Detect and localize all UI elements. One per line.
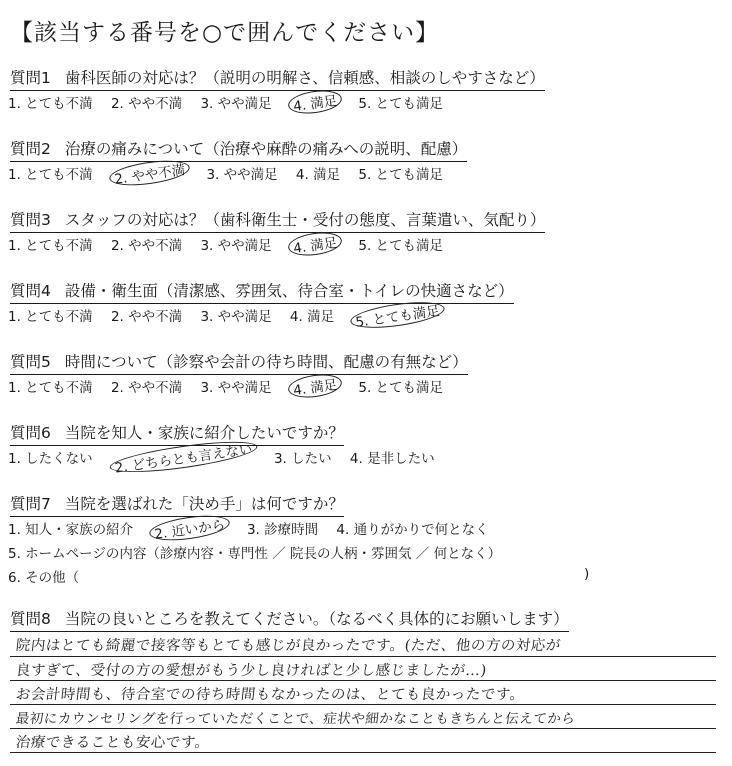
answer-line xyxy=(10,728,716,729)
option-4-selected[interactable]: 4. 満足 xyxy=(290,94,340,112)
question-1-heading xyxy=(10,66,545,91)
option-2-selected[interactable]: 2. やや不満 xyxy=(111,165,188,183)
question-6-heading xyxy=(10,421,344,446)
option-3[interactable]: 3. やや満足 xyxy=(200,380,272,396)
question-number: 質問4 xyxy=(10,282,51,300)
option-1[interactable]: 1. とても不満 xyxy=(8,96,93,112)
question-8-heading xyxy=(10,607,569,632)
option-1[interactable]: 1. 知人・家族の紹介 xyxy=(8,522,134,538)
question-7-options-row-2 xyxy=(8,542,515,562)
option-2-selected[interactable]: 2. 近いから xyxy=(151,520,228,538)
question-text: 当院を知人・家族に紹介したいですか？ xyxy=(64,424,344,442)
handwritten-answer-line-3: お会計時間も、待合室での待ち時間もなかったのは、とても良かったです。 xyxy=(15,687,526,703)
question-number: 質問7 xyxy=(10,495,51,513)
question-number: 質問5 xyxy=(10,353,51,371)
option-1[interactable]: 1. とても不満 xyxy=(8,309,93,325)
option-5[interactable]: 5. とても満足 xyxy=(358,238,444,254)
question-3-options xyxy=(8,234,457,257)
question-text: 治療の痛みについて（治療や麻酔の痛みへの説明、配慮） xyxy=(64,140,468,158)
handwritten-answer-line-1: 院内はとても綺麗で接客等もとても感じが良かったです。(ただ、他の方の対応が xyxy=(15,638,562,654)
option-2-selected[interactable]: 2. どちらとも言えない xyxy=(111,449,256,467)
answer-line xyxy=(10,680,716,681)
option-2[interactable]: 2. やや不満 xyxy=(110,309,183,325)
option-1[interactable]: 1. したくない xyxy=(8,451,93,467)
answer-line xyxy=(10,704,716,705)
question-number: 質問8 xyxy=(10,610,51,628)
handwritten-answer-line-4: 最初にカウンセリングを行っていただくことで、症状や細かなこともきちんと伝えてから xyxy=(14,711,577,727)
question-4-options xyxy=(8,303,457,331)
handwritten-answer-line-2: 良すぎて、受付の方の愛想がもう少し良ければと少し感じましたが…) xyxy=(15,663,488,679)
answer-line xyxy=(10,752,716,753)
option-3[interactable]: 3. やや満足 xyxy=(200,238,272,254)
option-4-selected[interactable]: 4. 満足 xyxy=(290,378,340,396)
question-7-options-row-3 xyxy=(8,566,93,586)
question-6-options xyxy=(8,441,449,477)
question-2-options xyxy=(8,162,457,188)
question-number: 質問2 xyxy=(10,140,51,158)
option-2[interactable]: 2. やや不満 xyxy=(110,380,183,396)
question-text: 当院を選ばれた「決め手」は何ですか？ xyxy=(64,495,344,513)
question-4-heading xyxy=(10,279,514,304)
option-4[interactable]: 4. 満足 xyxy=(289,309,335,325)
option-3[interactable]: 3. やや満足 xyxy=(200,309,272,325)
option-3[interactable]: 3. 診療時間 xyxy=(246,522,319,538)
option-1[interactable]: 1. とても不満 xyxy=(8,167,93,183)
page-title: 【該当する番号を○で囲んでください】 xyxy=(10,20,440,46)
question-7-heading xyxy=(10,492,344,517)
question-text: スタッフの対応は？（歯科衛生士・受付の態度、言葉遣い、気配り） xyxy=(64,211,546,229)
question-3-heading xyxy=(10,208,545,233)
question-7-options-row-1 xyxy=(8,517,503,543)
option-1[interactable]: 1. とても不満 xyxy=(8,380,93,396)
question-text: 設備・衛生面（清潔感、雰囲気、待合室・トイレの快適さなど） xyxy=(64,282,514,300)
handwritten-answer-line-5: 治療できることも安心です。 xyxy=(15,735,211,751)
answer-line xyxy=(10,656,716,657)
option-5[interactable]: 5. とても満足 xyxy=(358,167,444,183)
option-4-selected[interactable]: 4. 満足 xyxy=(290,236,340,254)
option-6-other[interactable]: 6. その他（ xyxy=(8,570,80,586)
option-3[interactable]: 3. やや満足 xyxy=(206,167,278,183)
question-number: 質問1 xyxy=(10,69,51,87)
option-1[interactable]: 1. とても不満 xyxy=(8,238,93,254)
option-4[interactable]: 4. 通りがかりで何となく xyxy=(336,522,489,538)
other-close-paren: ) xyxy=(584,566,590,582)
question-5-options xyxy=(8,376,457,399)
option-2[interactable]: 2. やや不満 xyxy=(110,96,183,112)
question-text: 時間について（診察や会計の待ち時間、配慮の有無など） xyxy=(64,353,468,371)
option-5-selected[interactable]: 5. とても満足 xyxy=(352,307,443,325)
question-number: 質問3 xyxy=(10,211,51,229)
question-text: 歯科医師の対応は？（説明の明解さ、信頼感、相談のしやすさなど） xyxy=(64,69,545,87)
option-3[interactable]: 3. やや満足 xyxy=(200,96,272,112)
question-number: 質問6 xyxy=(10,424,51,442)
option-2[interactable]: 2. やや不満 xyxy=(110,238,183,254)
option-5[interactable]: 5. ホームページの内容（診療内容・専門性 ／ 院長の人柄・雰囲気 ／ 何となく） xyxy=(8,546,502,562)
question-5-heading xyxy=(10,350,468,375)
question-2-heading xyxy=(10,137,467,162)
option-4[interactable]: 4. 是非したい xyxy=(349,451,435,467)
option-5[interactable]: 5. とても満足 xyxy=(358,96,444,112)
question-text: 当院の良いところを教えてください。（なるべく具体的にお願いします） xyxy=(64,610,569,628)
option-3[interactable]: 3. したい xyxy=(273,451,332,467)
question-1-options xyxy=(8,92,457,115)
option-4[interactable]: 4. 満足 xyxy=(295,167,341,183)
option-5[interactable]: 5. とても満足 xyxy=(358,380,444,396)
